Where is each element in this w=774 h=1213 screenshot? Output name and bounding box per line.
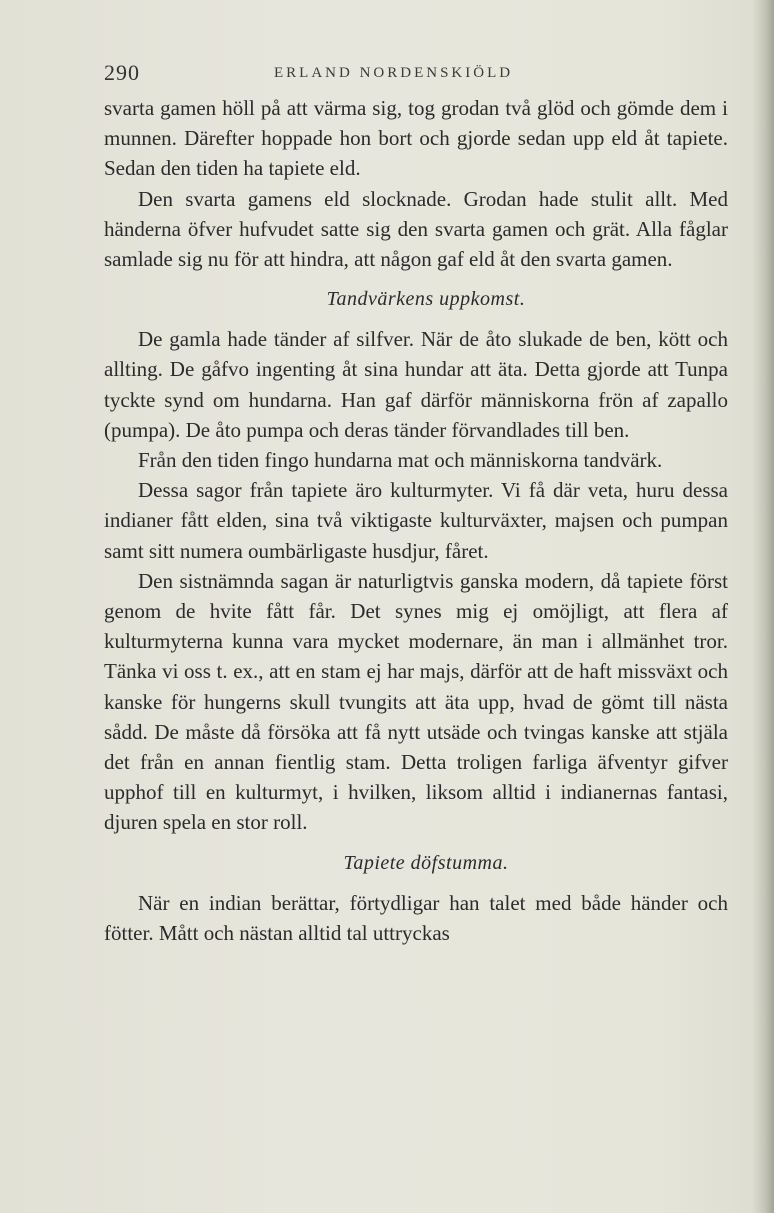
page-number: 290 <box>104 60 140 85</box>
paragraph: När en indian berättar, förtydligar han talet med både händer och fötter. Mått och nästan alltid tal uttryckas <box>104 890 728 945</box>
paragraph: De gamla hade tänder af silfver. När de åto slukade de ben, kött och allting. De gåfvo ingenting åt sina hundar att äta. Detta gjorde att Tunpa tyckte synd om hundarna. Han gaf därför människorna frön af zapallo (pumpa). De åto pumpa och deras tänder förvandlades till ben. <box>104 327 728 442</box>
body-text <box>104 93 728 948</box>
paragraph: Från den tiden fingo hundarna mat och människorna tandvärk. <box>138 448 663 473</box>
paragraph: Den sistnämnda sagan är naturligtvis ganska modern, då tapiete först genom de hvite fått får. Det synes mig ej omöjligt, att flera af kulturmyterna kunna vara mycket modernare, än man i allmänhet tror. Tänka vi oss t. ex., att en stam ej har majs, därför att de haft missväxt och kanske för hungerns skull tvungits att äta upp, hvad de gömt till nästa sådd. De måste då försöka att få nytt utsäde och tvingas kanske att stjäla det från en annan fientlig stam. Detta troligen farliga äfventyr gifver upphof till en kulturmyt, i hvilken, liksom alltid i indianernas fantasi, djuren spela en stor roll. <box>104 568 728 835</box>
paragraph: svarta gamen höll på att värma sig, tog grodan två glöd och gömde dem i munnen. Därefter hoppade hon bort och gjorde sedan upp eld åt tapiete. Sedan den tiden ha tapiete eld. <box>104 96 728 181</box>
paragraph: Dessa sagor från tapiete äro kulturmyter. Vi få där veta, huru dessa indianer fått elden, sina två viktigaste kulturväxter, majsen och pumpan samt sitt numera oumbärligaste husdjur, fåret. <box>104 478 728 563</box>
section-title-tandvarkens-uppkomst: Tandvärkens uppkomst. <box>326 288 526 311</box>
running-head: ERLAND NORDENSKIÖLD <box>274 65 514 81</box>
page-header <box>104 60 726 90</box>
section-title-tapiete-dofstumma: Tapiete döfstumma. <box>343 851 509 874</box>
page-edge-shadow <box>752 0 774 1213</box>
paragraph: Den svarta gamens eld slocknade. Grodan hade stulit allt. Med händerna öfver hufvudet satte sig den svarta gamen och grät. Alla fåglar samlade sig nu för att hindra, att någon gaf eld åt den svarta gamen. <box>104 186 728 272</box>
